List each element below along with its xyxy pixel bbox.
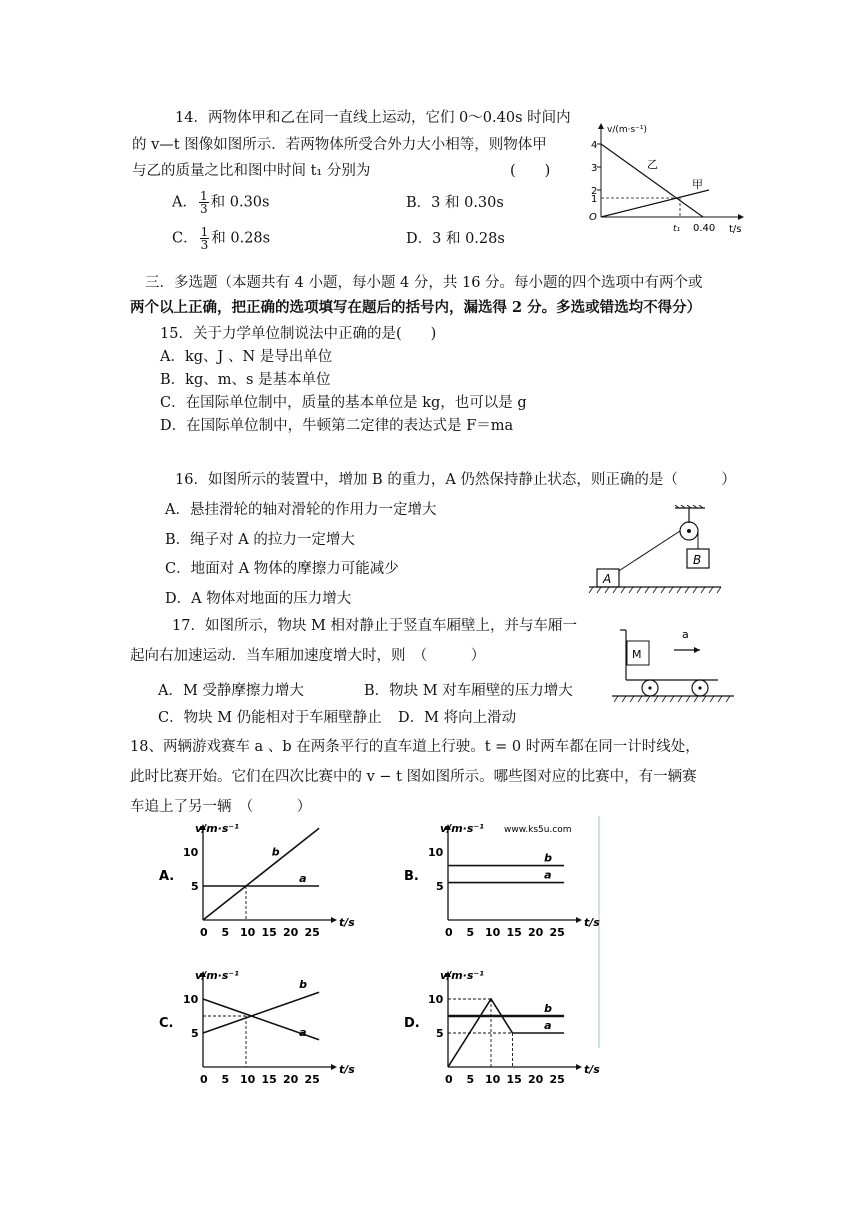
q18-chart-b — [400, 818, 610, 948]
x-tick-label: 25 — [304, 926, 320, 939]
y-tick-label: 10 — [428, 846, 444, 859]
q14-ylabel: v/(m·s⁻¹) — [607, 125, 648, 135]
q14-option-a-prefix: A． — [172, 194, 197, 211]
q14-label-yi: 乙 — [647, 158, 658, 171]
q17-option-b[interactable]: B．物块 M 对车厢壁的压力增大 — [364, 683, 573, 699]
x-tick-label: 15 — [261, 926, 277, 939]
y-tick-label: 10 — [183, 993, 199, 1006]
y-tick-label: 10 — [428, 993, 444, 1006]
q18-line2: 此时比赛开始。它们在四次比赛中的 v − t 图如图所示。哪些图对应的比赛中，有一辆赛 — [130, 769, 697, 785]
series-label-a: a — [299, 872, 307, 885]
q16-label-a: A — [603, 572, 612, 586]
q16-option-a[interactable]: A．悬挂滑轮的轴对滑轮的作用力一定增大 — [165, 502, 437, 518]
x-tick-label: 0 — [200, 1073, 208, 1086]
q16-option-b[interactable]: B．绳子对 A 的拉力一定增大 — [165, 532, 355, 548]
series-label-b: b — [299, 978, 307, 992]
panel-label: B. — [404, 869, 419, 884]
q18-panel-c — [155, 965, 365, 1099]
q14-vt-graph — [585, 116, 755, 240]
x-axis-arrow — [331, 1064, 337, 1070]
q14-label-jia: 甲 — [692, 178, 703, 191]
q14-option-a-fraction: $\frac{1}{3}$ — [199, 189, 208, 216]
q14-option-a-text: 和 0.30s — [210, 194, 270, 211]
q14-line3: 与乙的质量之比和图中时间 t₁ 分别为 — [132, 163, 371, 179]
x-tick-label: 0 — [200, 926, 208, 939]
series-label-a: a — [544, 1019, 552, 1032]
x-axis-arrow — [576, 917, 582, 923]
x-tick-label: 0 — [445, 1073, 453, 1086]
q18-line3: 车追上了另一辆 （ ） — [130, 799, 312, 815]
q14-line-yi — [601, 144, 703, 217]
series-label-a: a — [544, 868, 552, 882]
q14-option-c-fraction: $\frac{1}{3}$ — [200, 225, 209, 252]
series-label-b: b — [271, 845, 280, 859]
q16-option-d[interactable]: D．A 物体对地面的压力增大 — [165, 591, 352, 607]
x-tick-label: 15 — [506, 926, 522, 939]
q16-stem: 16．如图所示的装置中，增加 B 的重力，A 仍然保持静止状态，则正确的是（ ） — [175, 472, 736, 488]
q17-label-a: a — [682, 628, 689, 641]
q14-xtick-t1: t₁ — [673, 224, 681, 234]
q16-option-c[interactable]: C．地面对 A 物体的摩擦力可能减少 — [165, 561, 399, 577]
y-tick-label: 10 — [183, 846, 199, 859]
q14-line-jia — [601, 190, 709, 217]
x-axis-label: t/s — [339, 916, 355, 929]
x-tick-label: 5 — [466, 1073, 475, 1086]
x-tick-label: 15 — [506, 1073, 522, 1086]
y-axis-label: v/m·s⁻¹ — [440, 969, 484, 982]
y-axis-label: v/m·s⁻¹ — [195, 822, 239, 835]
x-axis-arrow — [331, 917, 337, 923]
q14-option-a[interactable] — [172, 190, 269, 215]
q14-xlabel: t/s — [729, 224, 742, 235]
watermark: www.ks5u.com — [504, 825, 572, 835]
x-tick-label: 20 — [283, 926, 299, 939]
x-tick-label: 10 — [240, 1073, 256, 1086]
x-tick-label: 5 — [221, 926, 230, 939]
x-tick-label: 25 — [549, 1073, 565, 1086]
q18-chart-d — [400, 965, 610, 1095]
q17-option-a[interactable]: A．M 受静摩擦力增大 — [158, 683, 304, 699]
y-tick-label: 5 — [436, 1027, 444, 1040]
q16-pulley-figure — [585, 505, 725, 597]
q18-chart-a — [155, 818, 365, 948]
section3-heading-line1: 三．多选题（本题共有 4 小题，每小题 4 分，共 16 分。每小题的四个选项中有两个或 — [145, 275, 703, 291]
series-label-b: b — [544, 851, 552, 865]
q17-line1: 17．如图所示，物块 M 相对静止于竖直车厢壁上，并与车厢一 — [172, 618, 578, 634]
q14-xtick-040: 0.40 — [693, 223, 716, 234]
x-tick-label: 5 — [466, 926, 475, 939]
section3-heading-line2: 两个以上正确，把正确的选项填写在题后的括号内，漏选得 2 分。多选或错选均不得分） — [130, 299, 702, 316]
y-tick-label: 5 — [436, 880, 444, 893]
y-tick-label: 5 — [191, 1027, 199, 1040]
q14-ytick: 4 — [591, 140, 598, 151]
panel-label: A. — [159, 869, 175, 884]
x-tick-label: 10 — [485, 926, 501, 939]
x-axis-label: t/s — [339, 1063, 355, 1076]
q14-option-d[interactable]: D．3 和 0.28s — [406, 231, 505, 247]
x-axis-label: t/s — [584, 1063, 600, 1076]
q15-option-a[interactable]: A．kg、J 、N 是导出单位 — [160, 349, 333, 365]
x-tick-label: 10 — [485, 1073, 501, 1086]
q17-cart-figure — [608, 624, 738, 708]
q15-option-c[interactable]: C．在国际单位制中，质量的基本单位是 kg，也可以是 g — [160, 395, 527, 411]
q14-option-c-prefix: C． — [172, 230, 198, 247]
series-label-a: a — [299, 1025, 307, 1039]
q17-line2: 起向右加速运动．当车厢加速度增大时，则 （ ） — [130, 648, 486, 664]
q14-ytick: 2 — [591, 186, 598, 197]
q14-origin: O — [589, 212, 597, 223]
x-tick-label: 25 — [304, 1073, 320, 1086]
y-axis-label: v/m·s⁻¹ — [195, 969, 239, 982]
x-tick-label: 25 — [549, 926, 565, 939]
q18-panel-b — [400, 818, 610, 952]
q18-panel-a — [155, 818, 365, 952]
y-tick-label: 5 — [191, 880, 199, 893]
q18-line1: 18、两辆游戏赛车 a 、b 在两条平行的直车道上行驶。t = 0 时两车都在同一计时线处， — [130, 739, 700, 755]
x-tick-label: 0 — [445, 926, 453, 939]
x-tick-label: 15 — [261, 1073, 277, 1086]
q14-ytick: 3 — [591, 163, 598, 174]
x-tick-label: 20 — [528, 1073, 544, 1086]
x-tick-label: 20 — [528, 926, 544, 939]
q14-answer-paren: ( ) — [510, 163, 551, 179]
panel-label: C. — [159, 1016, 174, 1031]
q15-option-d[interactable]: D．在国际单位制中，牛顿第二定律的表达式是 F＝ma — [160, 418, 514, 434]
y-axis-label: v/m·s⁻¹ — [440, 822, 484, 835]
series-label-b: b — [544, 1002, 552, 1015]
q17-option-c[interactable]: C．物块 M 仍能相对于车厢壁静止 — [158, 710, 382, 726]
x-axis-arrow — [576, 1064, 582, 1070]
q16-rope-to-a — [611, 531, 680, 576]
q17-option-d[interactable]: D．M 将向上滑动 — [398, 710, 517, 726]
x-axis-label: t/s — [584, 916, 600, 929]
q15-option-b[interactable]: B．kg、m、s 是基本单位 — [160, 372, 331, 388]
x-tick-label: 5 — [221, 1073, 230, 1086]
q16-label-b: B — [693, 553, 702, 567]
q18-panel-d — [400, 965, 610, 1099]
x-tick-label: 10 — [240, 926, 256, 939]
q18-chart-c — [155, 965, 365, 1095]
panel-label: D. — [404, 1016, 420, 1031]
q17-label-m: M — [632, 648, 642, 661]
q14-ytick: 1 — [591, 194, 598, 205]
q15-stem: 15．关于力学单位制说法中正确的是( ) — [160, 326, 437, 342]
x-tick-label: 20 — [283, 1073, 299, 1086]
q14-option-b[interactable]: B．3 和 0.30s — [406, 195, 504, 211]
q14-line1: 14．两物体甲和乙在同一直线上运动，它们 0～0.40s 时间内 — [175, 110, 571, 126]
q14-option-c-text: 和 0.28s — [211, 230, 271, 247]
q14-line2: 的 v—t 图像如图所示．若两物体所受合外力大小相等，则物体甲 — [132, 137, 547, 153]
q14-option-c[interactable] — [172, 226, 270, 251]
